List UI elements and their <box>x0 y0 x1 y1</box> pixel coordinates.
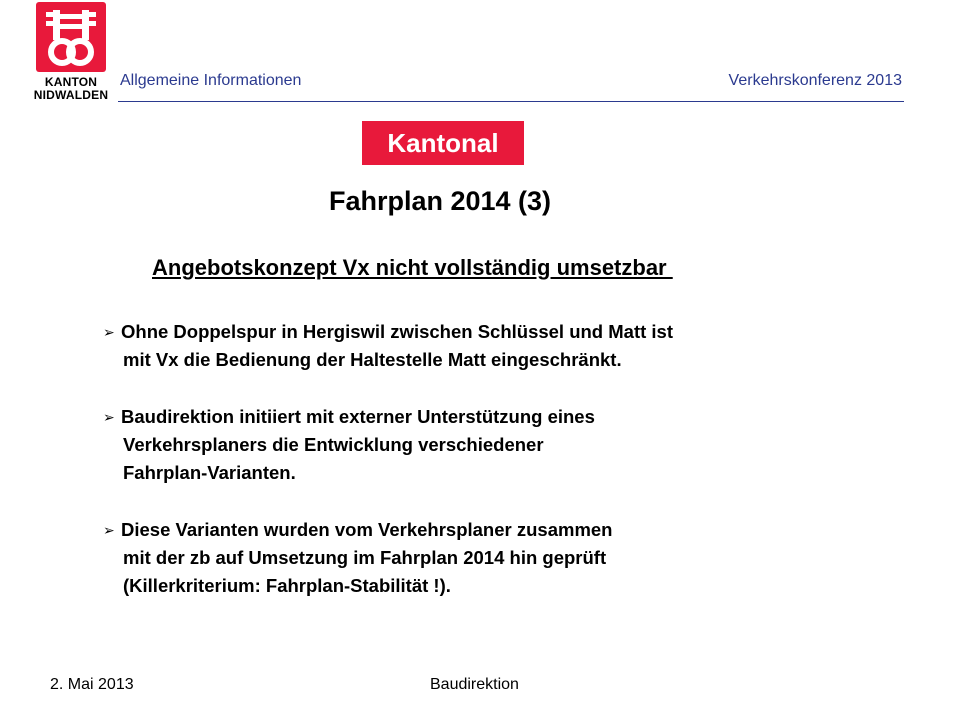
bullet-line: Fahrplan-Varianten. <box>123 462 296 483</box>
logo-line-kanton: KANTON <box>44 75 98 89</box>
arrow-bullet-icon: ➢ <box>103 522 115 538</box>
arrow-bullet-icon: ➢ <box>103 409 115 425</box>
bullet-line: mit der zb auf Umsetzung im Fahrplan 2014 hin geprüft <box>123 547 607 568</box>
bullet-line: Ohne Doppelspur in Hergiswil zwischen Schlüssel und Matt ist <box>121 321 674 342</box>
footer-department: Baudirektion <box>430 676 519 693</box>
footer-date: 2. Mai 2013 <box>50 676 134 693</box>
header-divider <box>118 101 904 102</box>
arrow-bullet-icon: ➢ <box>103 324 115 340</box>
slide-subtitle: Angebotskonzept Vx nicht vollständig umsetzbar <box>152 255 673 280</box>
bullet-item <box>103 516 883 600</box>
bullet-item <box>103 403 883 487</box>
bullet-item <box>103 318 883 374</box>
nidwalden-crest-icon <box>36 2 106 72</box>
bullet-line: Diese Varianten wurden vom Verkehrsplaner zusammen <box>121 519 613 540</box>
logo-line-nidwalden: NIDWALDEN <box>33 88 109 102</box>
kanton-nidwalden-logo <box>28 2 114 112</box>
header-section-title: Allgemeine Informationen <box>120 72 302 89</box>
bullet-line: Verkehrsplaners die Entwicklung verschiedener <box>123 434 544 455</box>
slide-title: Fahrplan 2014 (3) <box>328 186 552 216</box>
bullet-line: Baudirektion initiiert mit externer Unterstützung eines <box>121 406 595 427</box>
header-event-title: Verkehrskonferenz 2013 <box>728 72 902 89</box>
bullet-line: (Killerkriterium: Fahrplan-Stabilität !). <box>123 575 451 596</box>
bullet-list <box>103 318 883 629</box>
kantonal-badge: Kantonal <box>362 121 524 165</box>
bullet-line: mit Vx die Bedienung der Haltestelle Matt eingeschränkt. <box>123 349 622 370</box>
